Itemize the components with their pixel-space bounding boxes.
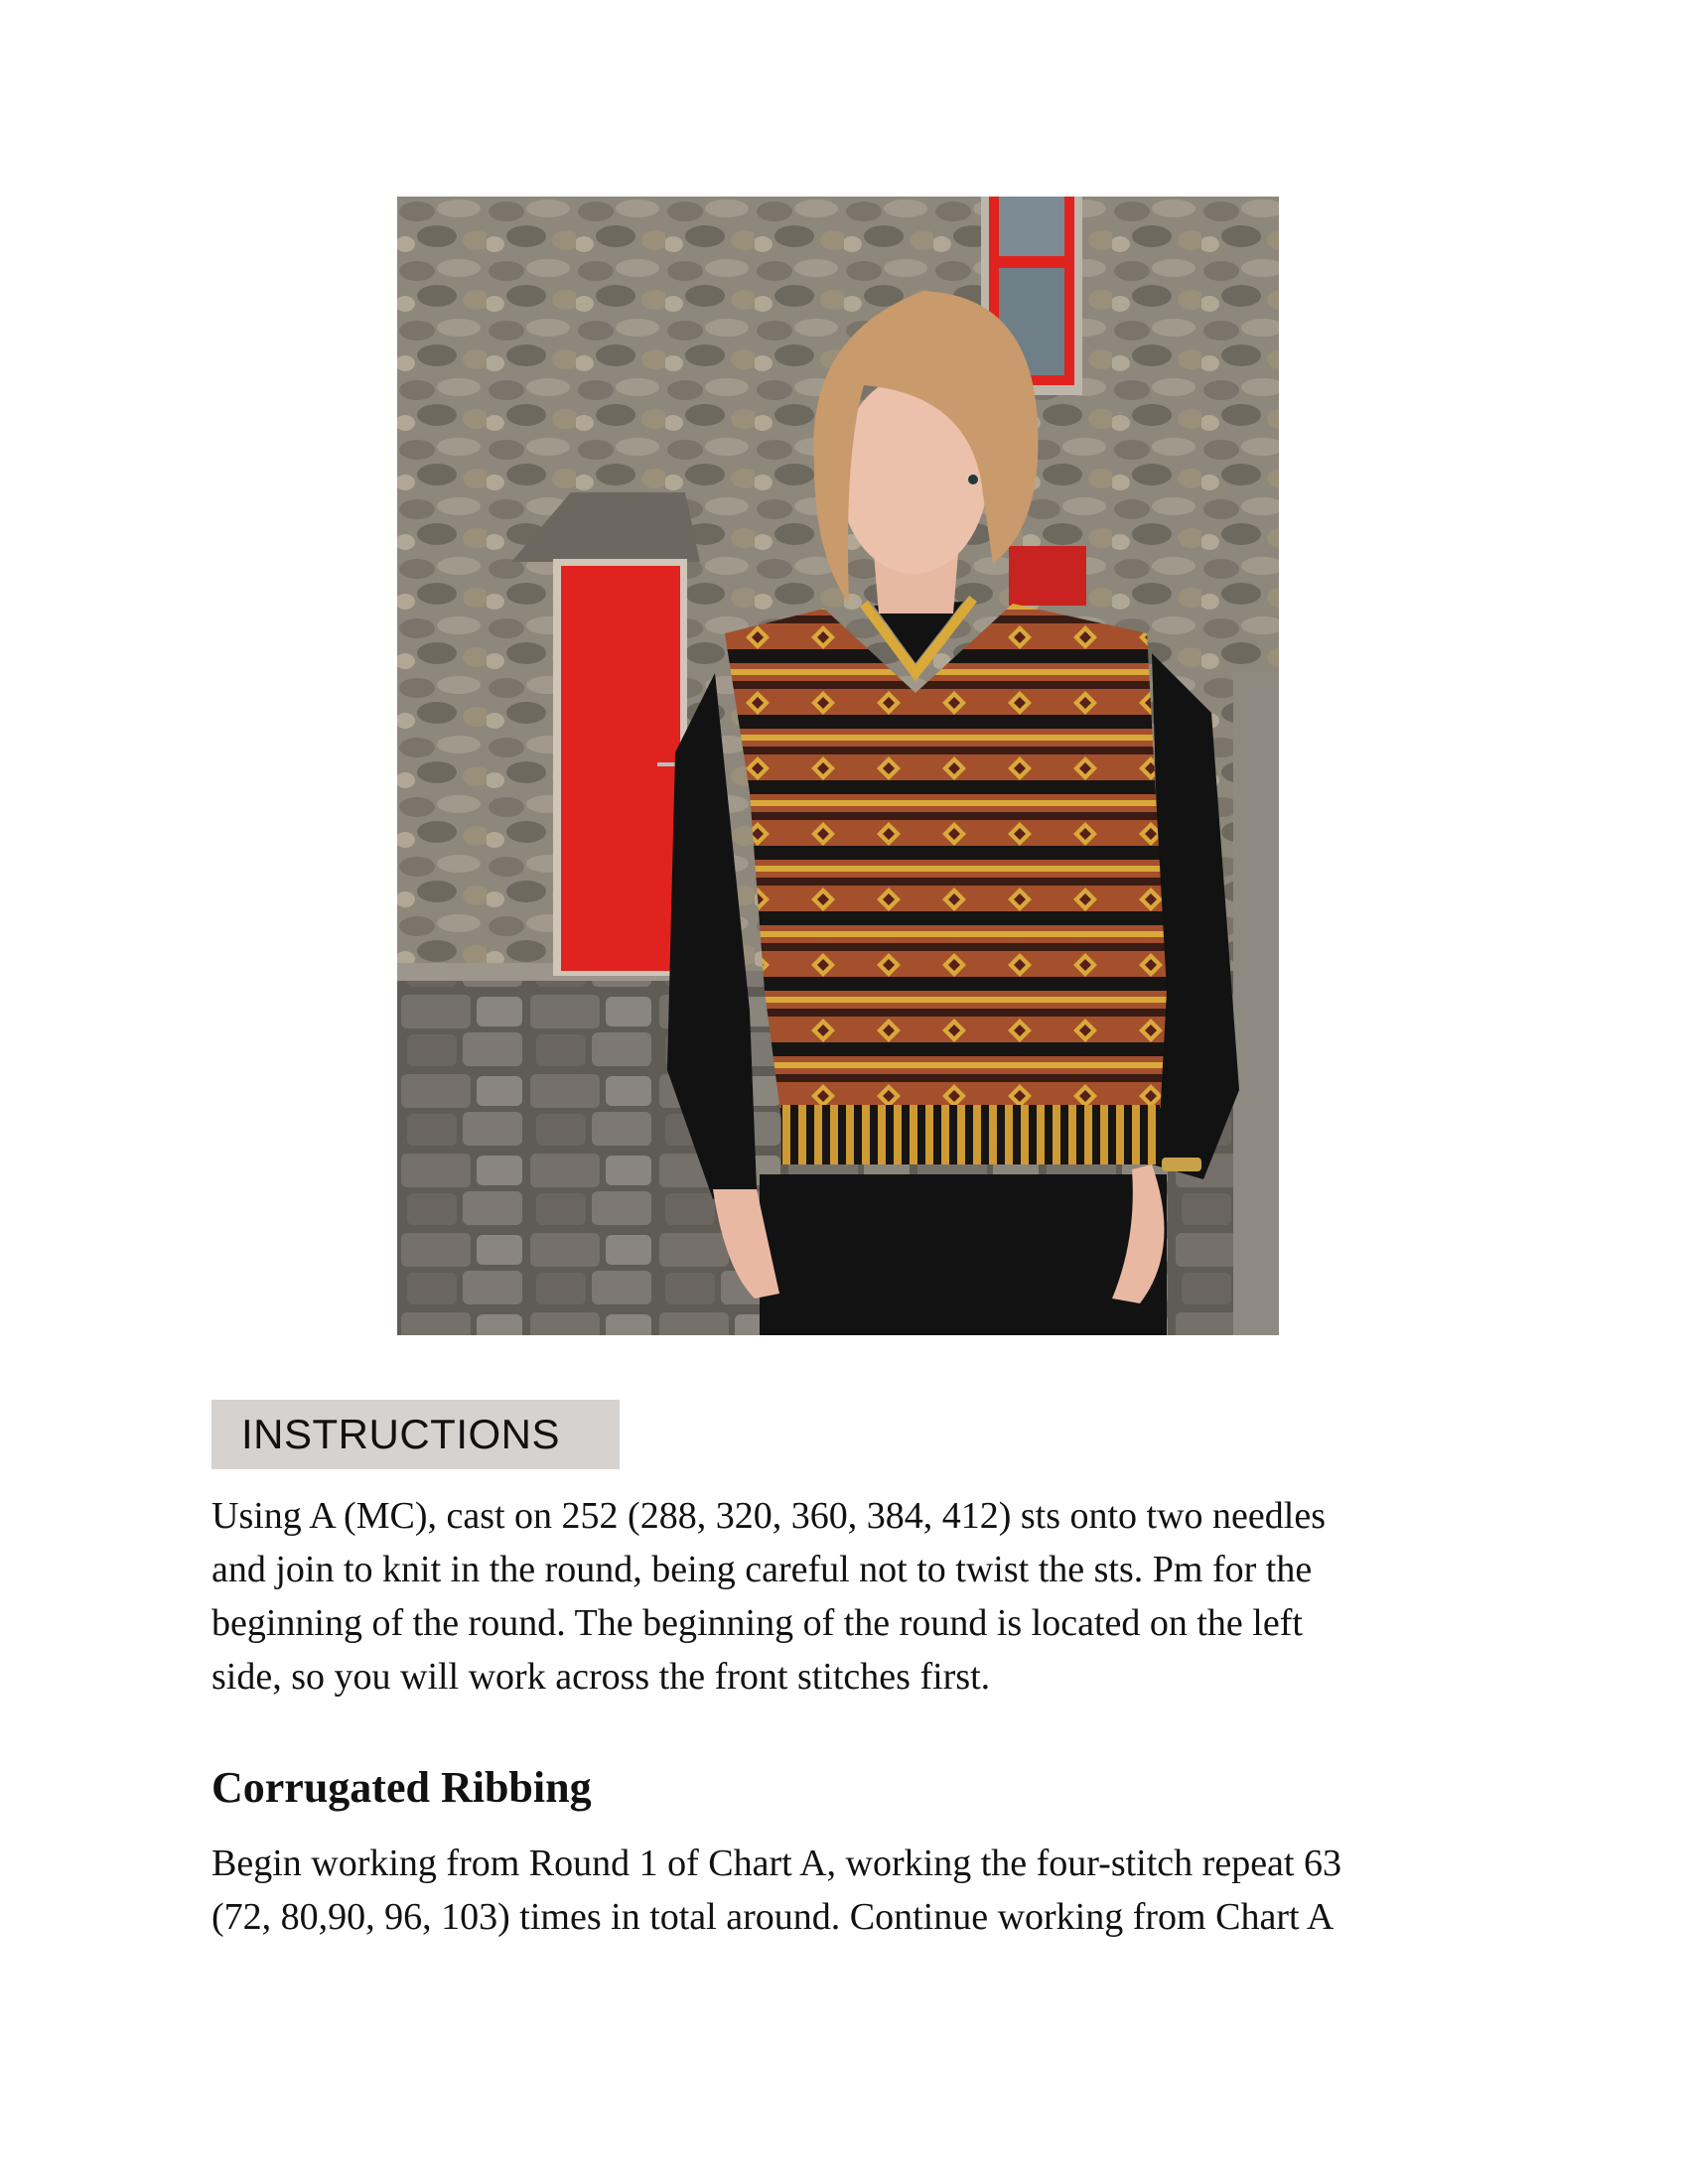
- paragraph-line: (72, 80,90, 96, 103) times in total around. Continue working from Chart A: [211, 1896, 1335, 1938]
- paragraph-line: Begin working from Round 1 of Chart A, working the four-stitch repeat 63: [211, 1843, 1341, 1884]
- earring: [968, 475, 978, 484]
- stone-pillar: [1233, 673, 1279, 1335]
- window-red-lower: [1009, 546, 1086, 606]
- fair-isle-vest: [725, 604, 1167, 1120]
- instructions-heading: INSTRUCTIONS: [211, 1400, 620, 1469]
- door-handle: [657, 762, 675, 766]
- vest-ribbing: [781, 1105, 1160, 1164]
- paragraph-line: side, so you will work across the front stitches first.: [211, 1656, 991, 1698]
- ribbing-paragraph: [211, 1837, 1492, 1944]
- cast-on-paragraph: [211, 1489, 1492, 1704]
- window-pane-top: [999, 197, 1064, 256]
- photo-woman-in-fair-isle-vest: [397, 197, 1279, 1335]
- paragraph-line: beginning of the round. The beginning of the round is located on the left: [211, 1602, 1303, 1644]
- red-door: [561, 566, 680, 971]
- paragraph-line: Using A (MC), cast on 252 (288, 320, 360, 384, 412) sts onto two needles: [211, 1495, 1327, 1537]
- skirt: [760, 1174, 1167, 1335]
- wristwatch: [1162, 1158, 1201, 1171]
- corrugated-ribbing-heading: Corrugated Ribbing: [211, 1763, 592, 1812]
- paragraph-line: and join to knit in the round, being careful not to twist the sts. Pm for the: [211, 1549, 1313, 1590]
